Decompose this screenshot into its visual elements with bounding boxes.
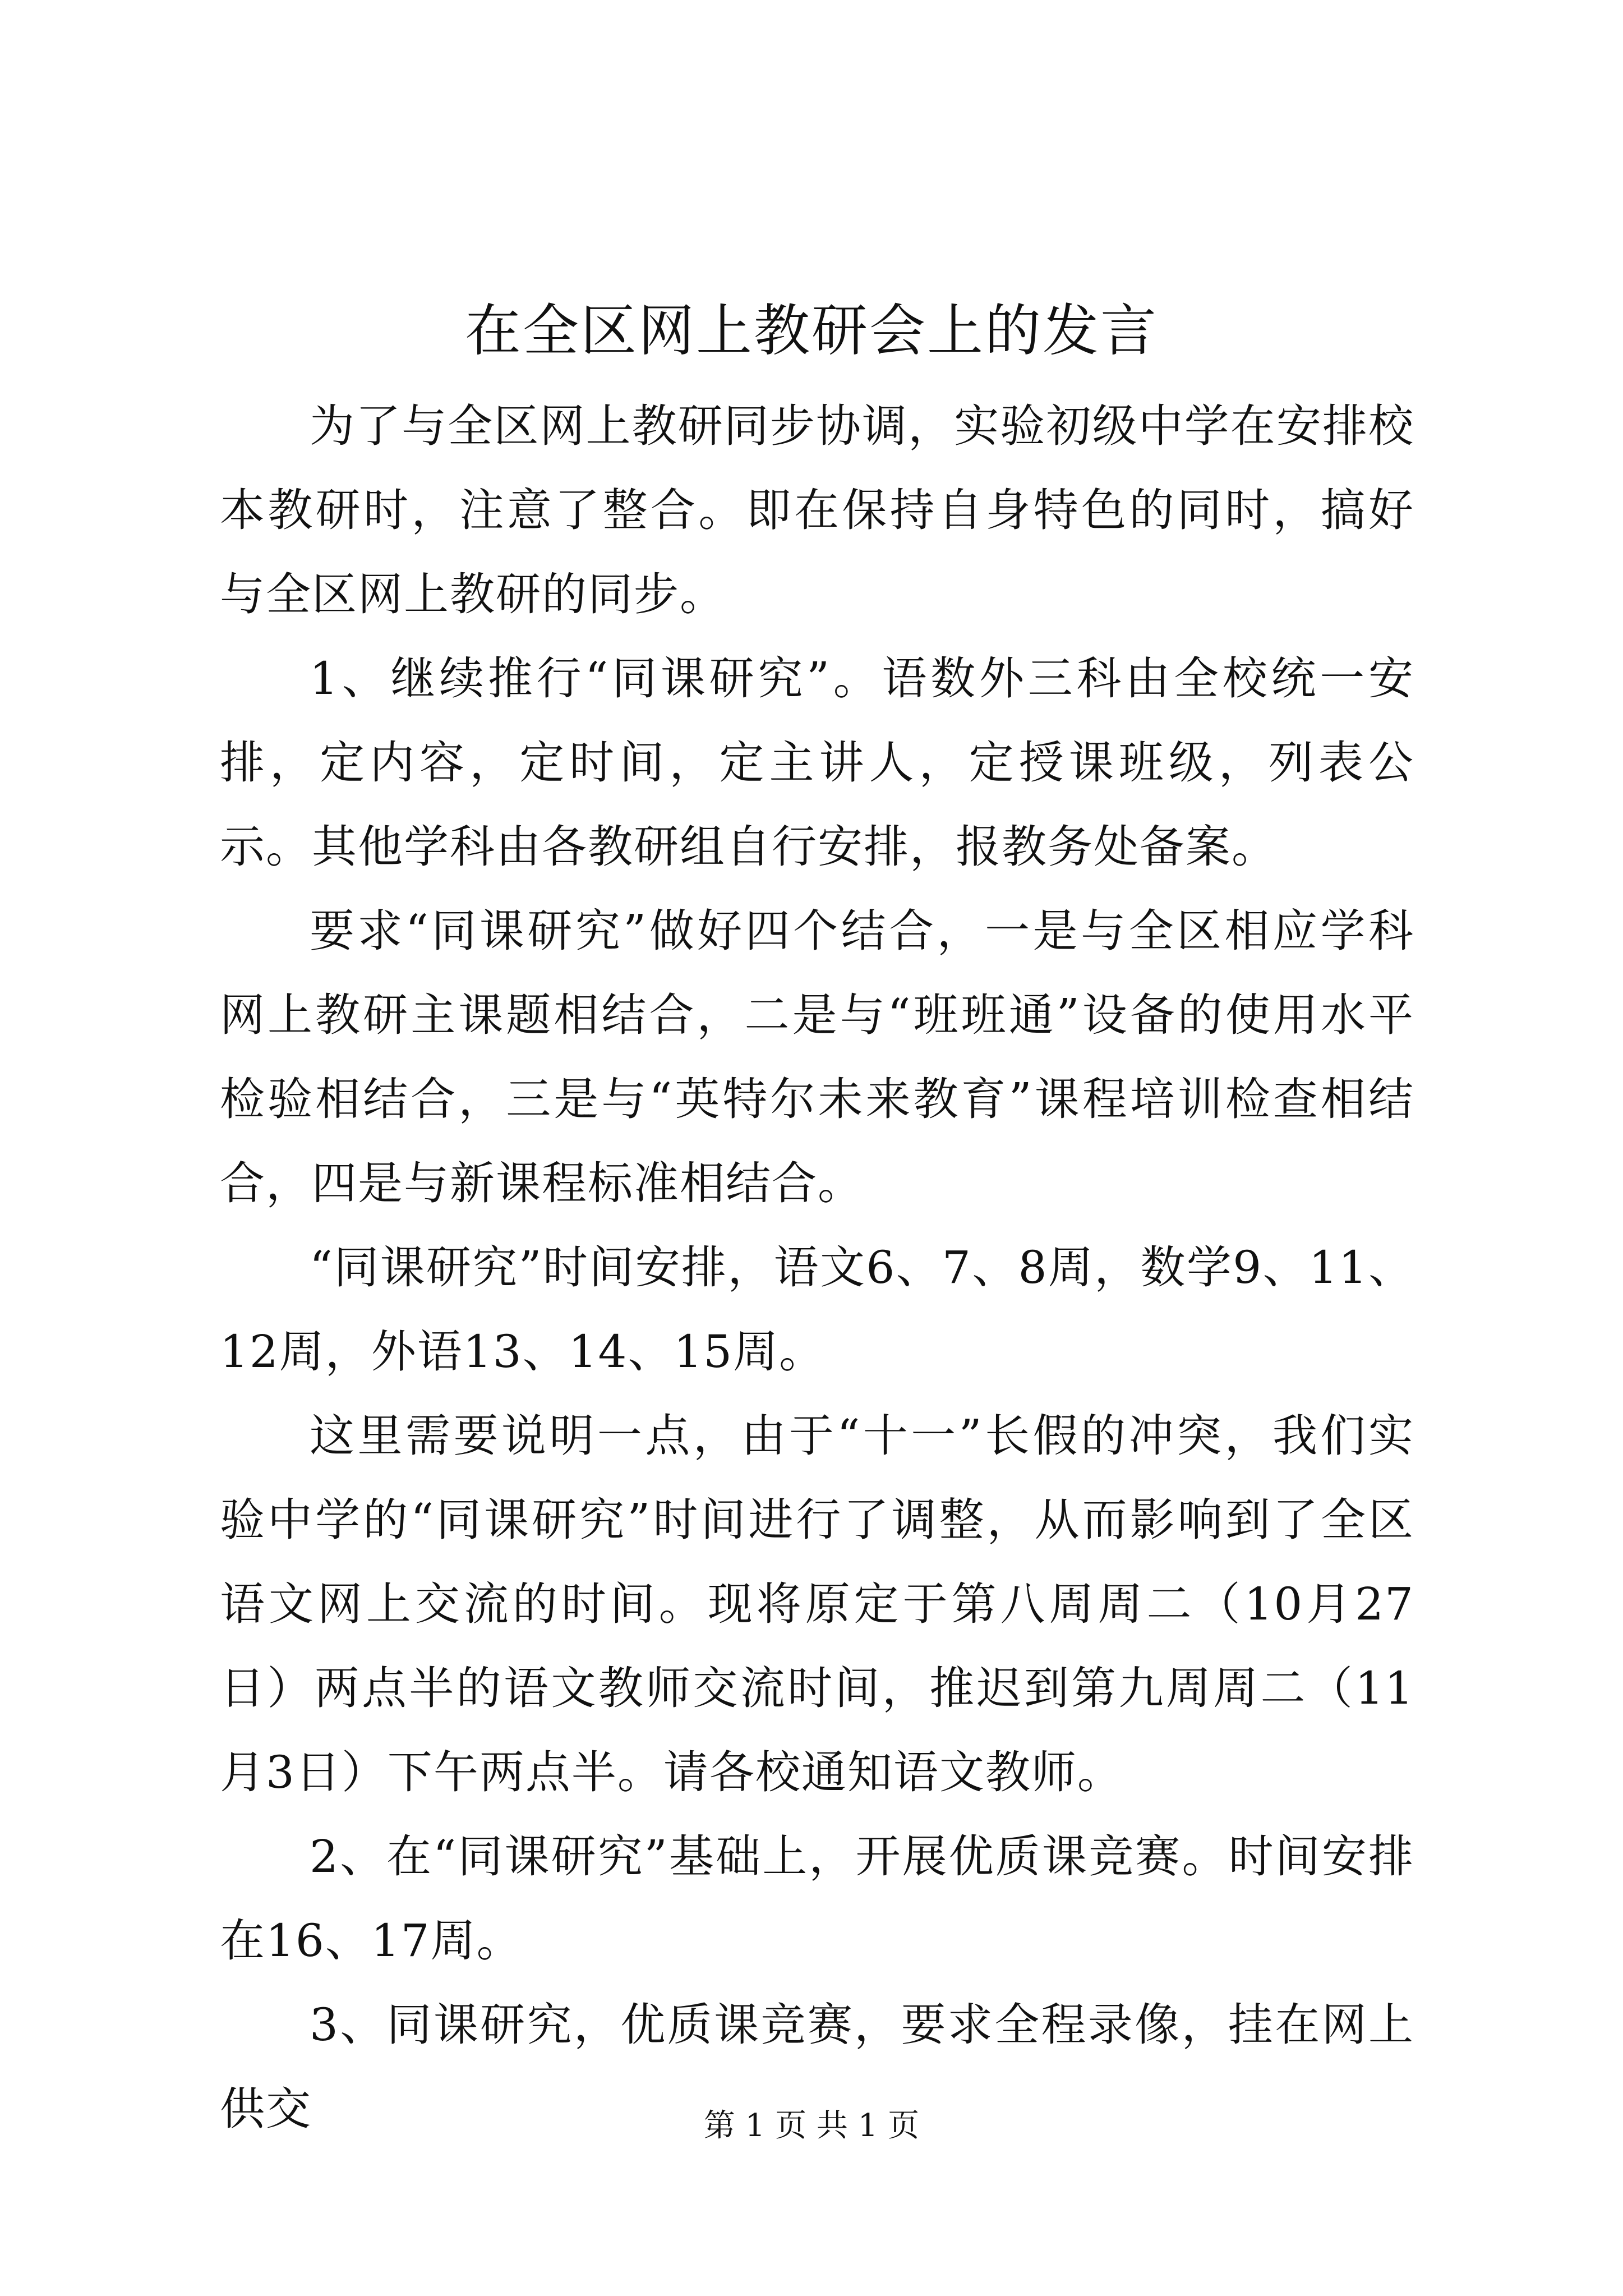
- paragraph: 为了与全区网上教研同步协调，实验初级中学在安排校本教研时，注意了整合。即在保持自身特色的同时，搞好与全区网上教研的同步。: [220, 400, 1414, 620]
- paragraph: 2、在“同课研究”基础上，开展优质课竞赛。时间安排在16、17周。: [220, 1830, 1414, 1967]
- paragraph: “同课研究”时间安排，语文6、7、8周，数学9、11、12周，外语13、14、15周。: [220, 1241, 1414, 1378]
- paragraph: 这里需要说明一点，由于“十一”长假的冲突，我们实验中学的“同课研究”时间进行了调整，从而影响到了全区语文网上交流的时间。现将原定于第八周周二（10月27日）两点半的语文教师交流时间，推迟到第九周周二（11月3日）下午两点半。请各校通知语文教师。: [220, 1410, 1414, 1798]
- paragraph: 1、继续推行“同课研究”。语数外三科由全校统一安排，定内容，定时间，定主讲人，定授课班级，列表公示。其他学科由各教研组自行安排，报教务处备案。: [220, 652, 1414, 873]
- document-title: 在全区网上教研会上的发言: [465, 298, 1158, 364]
- paragraph: 要求“同课研究”做好四个结合，一是与全区相应学科网上教研主课题相结合，二是与“班班通”设备的使用水平检验相结合，三是与“英特尔未来教育”课程培训检查相结合，四是与新课程标准相结合。: [220, 905, 1414, 1209]
- page-footer: 第 1 页 共 1 页: [703, 2108, 920, 2144]
- paragraph: 3、同课研究，优质课竞赛，要求全程录像，挂在网上供交: [220, 1999, 1414, 2135]
- document-body: [220, 384, 1414, 2151]
